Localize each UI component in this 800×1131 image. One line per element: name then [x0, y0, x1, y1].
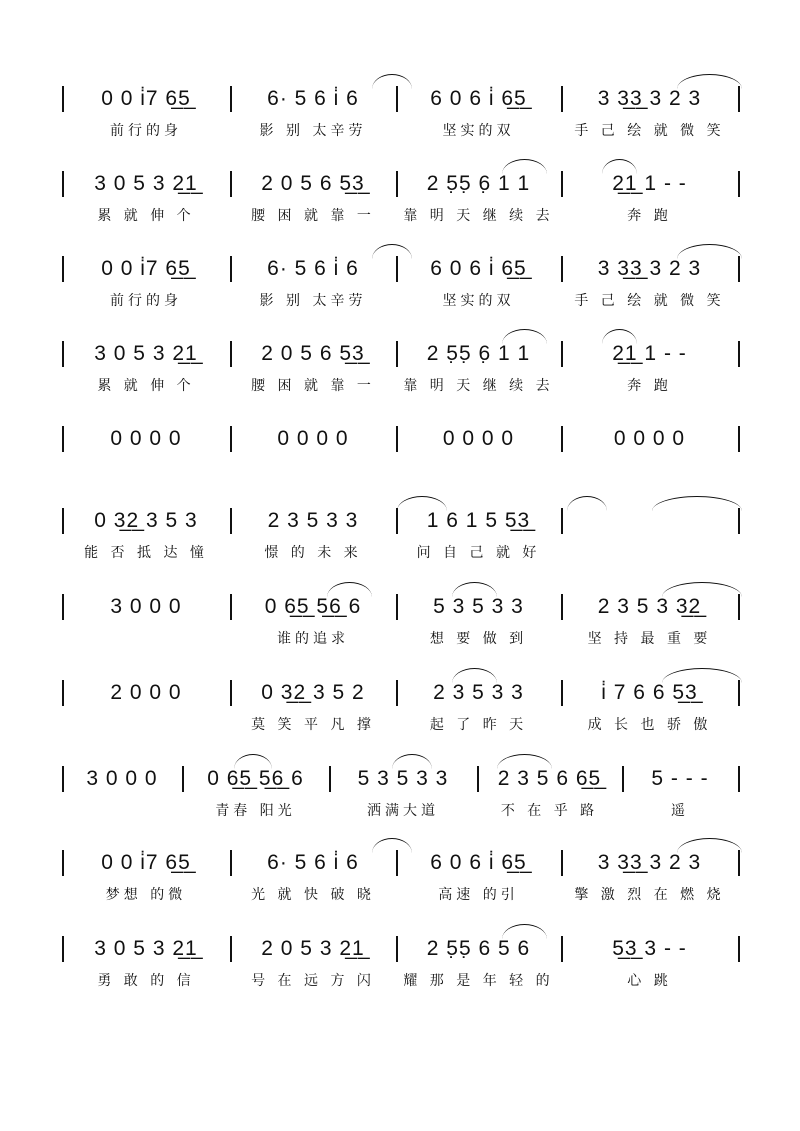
measure-lyrics	[402, 460, 555, 480]
slur-mark	[452, 668, 497, 683]
measure-lyrics: 靠 明 天 继 续 去	[403, 208, 554, 224]
measure-notes: 6 0 6 i̇ 6̲5̲	[430, 87, 527, 110]
barline	[738, 256, 740, 282]
measure-notes: 2 0 5 3 2̲1̲	[261, 937, 365, 960]
measure-lyrics: 号 在 远 方 闪	[251, 973, 375, 989]
barline	[561, 936, 563, 962]
slur-mark	[372, 244, 412, 259]
barline	[561, 171, 563, 197]
score-row	[62, 323, 742, 393]
measure-notes: 0 0 0 0	[613, 427, 686, 450]
measure-lyrics: 擎 激 烈 在 燃 烧	[574, 887, 725, 903]
score-row	[62, 68, 742, 138]
slur-mark	[327, 582, 372, 597]
measure-notes: 2 5̣5̣ 6̣ 1 1	[426, 172, 531, 195]
measure-notes: 2̲1̲ 1 - -	[612, 172, 687, 195]
measure-lyrics: 前行的身	[110, 123, 182, 139]
barline	[329, 766, 331, 792]
measure-lyrics: 坚实的双	[442, 123, 515, 139]
measure-notes: 3 0 0 0	[86, 767, 158, 790]
slur-mark	[392, 754, 432, 769]
slur-mark	[502, 329, 547, 344]
measure-lyrics: 奔 跑	[627, 378, 672, 394]
measure-notes: 0 0 i̇7 6̲5̲	[101, 257, 191, 280]
barline	[738, 594, 740, 620]
measure-lyrics: 光 就 快 破 晓	[251, 887, 375, 903]
slur-mark	[567, 496, 607, 511]
barline	[396, 508, 398, 534]
measure-notes: 3 3̲3̲ 3 2 3	[597, 851, 702, 874]
measure-lyrics: 问 自 己 就 好	[416, 545, 541, 561]
measure-notes: 0 6̲5̲ 5̲6̲ 6	[264, 595, 362, 618]
measure-lyrics: 谁的追求	[277, 631, 349, 647]
score-row	[62, 490, 742, 560]
measure-notes: 2 5̣5̣ 6 5 6	[426, 937, 531, 960]
measure-lyrics: 靠 明 天 继 续 去	[403, 378, 554, 394]
measure-lyrics: 累 就 伸 个	[97, 378, 195, 394]
measure-lyrics	[68, 800, 176, 820]
barline	[230, 426, 232, 452]
slur-mark	[652, 496, 742, 511]
measure-lyrics: 洒满大道	[367, 803, 439, 819]
barline	[230, 594, 232, 620]
measure-notes: 6 0 6 i̇ 6̲5̲	[430, 851, 527, 874]
measure-notes: 6· 5 6 i̇ 6	[267, 851, 359, 874]
measure-lyrics: 坚 持 最 重 要	[587, 631, 712, 647]
measure-lyrics	[68, 460, 224, 480]
measure-lyrics: 高速 的引	[438, 887, 519, 903]
measure-lyrics: 腰 困 就 靠 一	[251, 208, 375, 224]
measure-lyrics	[567, 460, 732, 480]
barline	[561, 850, 563, 876]
barline	[396, 86, 398, 112]
measure-notes: 3 0 5 3 2̲1̲	[94, 342, 198, 365]
barline	[230, 86, 232, 112]
score-row	[62, 748, 742, 818]
measure-lyrics: 坚实的双	[442, 293, 515, 309]
barline	[230, 171, 232, 197]
barline	[62, 86, 64, 112]
slur-mark	[372, 838, 412, 853]
score-row	[62, 832, 742, 902]
measure-notes: 0 6̲5̲ 5̲6̲ 6	[207, 767, 304, 790]
measure-lyrics: 能 否 抵 达 憧	[84, 545, 208, 561]
slur-mark	[677, 74, 742, 89]
barline	[62, 680, 64, 706]
measure-notes: 3 0 5 3 2̲1̲	[94, 937, 198, 960]
barline	[561, 341, 563, 367]
barline	[561, 256, 563, 282]
measure-lyrics: 影 别 太辛劳	[259, 123, 367, 139]
measure-lyrics: 遥	[671, 803, 689, 819]
measure-lyrics: 前行的身	[110, 293, 182, 309]
slur-mark	[662, 668, 742, 683]
barline	[230, 341, 232, 367]
barline	[62, 171, 64, 197]
slur-mark	[502, 159, 547, 174]
score-row	[62, 662, 742, 732]
barline	[396, 256, 398, 282]
barline	[62, 341, 64, 367]
measure-notes: 5 3 5 3 3	[433, 595, 524, 618]
slur-mark	[677, 838, 742, 853]
measure-lyrics: 憬 的 未 来	[264, 545, 362, 561]
measure-notes: 0 0 0 0	[110, 427, 182, 450]
barline	[477, 766, 479, 792]
barline	[738, 86, 740, 112]
barline	[561, 508, 563, 534]
barline	[396, 341, 398, 367]
score-row	[62, 408, 742, 478]
barline	[62, 594, 64, 620]
barline	[738, 341, 740, 367]
measure-lyrics: 不 在 乎 路	[500, 803, 599, 819]
barline	[396, 936, 398, 962]
measure-notes: 0 3̲2̲ 3 5 3	[94, 509, 198, 532]
measure-lyrics: 成 长 也 骄 傲	[587, 717, 712, 733]
measure-notes: 6 0 6 i̇ 6̲5̲	[430, 257, 527, 280]
barline	[622, 766, 624, 792]
measure-notes: 2 3 5 3 3	[433, 681, 524, 704]
barline	[230, 936, 232, 962]
measure-lyrics: 起 了 昨 天	[429, 717, 528, 733]
barline	[62, 936, 64, 962]
measure-notes: 1 6 1 5 5̲3̲	[426, 509, 531, 532]
barline	[230, 680, 232, 706]
barline	[62, 426, 64, 452]
barline	[62, 256, 64, 282]
measure-notes: 2 0 5 6 5̲3̲	[261, 172, 365, 195]
measure-lyrics: 梦想 的微	[105, 887, 187, 903]
barline	[396, 426, 398, 452]
slur-mark	[662, 582, 742, 597]
barline	[738, 508, 740, 534]
score-row	[62, 576, 742, 646]
barline	[396, 680, 398, 706]
slur-mark	[397, 496, 447, 511]
measure-notes: 6· 5 6 i̇ 6	[267, 257, 359, 280]
measure-notes: 2 3 5 6 6̲5̲	[497, 767, 602, 790]
measure-lyrics	[68, 628, 224, 648]
measure-lyrics	[567, 542, 732, 562]
slur-mark	[497, 754, 552, 769]
measure-lyrics	[236, 460, 390, 480]
measure-notes: 2 3 5 3 3	[267, 509, 359, 532]
measure-lyrics: 心 跳	[627, 973, 672, 989]
measure-notes: 0 0 0 0	[277, 427, 349, 450]
measure-notes: 2 0 5 6 5̲3̲	[261, 342, 365, 365]
barline	[230, 256, 232, 282]
score-row	[62, 918, 742, 988]
barline	[738, 171, 740, 197]
barline	[396, 171, 398, 197]
measure-notes: 3 0 5 3 2̲1̲	[94, 172, 198, 195]
slur-mark	[372, 74, 412, 89]
barline	[561, 426, 563, 452]
barline	[396, 594, 398, 620]
barline	[396, 850, 398, 876]
measure-notes: 2̲1̲ 1 - -	[612, 342, 687, 365]
measure-notes: 3 0 0 0	[110, 595, 182, 618]
barline	[561, 594, 563, 620]
measure-lyrics: 想 要 做 到	[429, 631, 528, 647]
measure-notes: 5 3 5 3 3	[357, 767, 449, 790]
measure-notes: 0 0 i̇7 6̲5̲	[101, 87, 191, 110]
barline	[230, 508, 232, 534]
measure-lyrics: 奔 跑	[627, 208, 672, 224]
measure-notes: 2 3 5 3 3̲2̲	[597, 595, 702, 618]
score-row	[62, 238, 742, 308]
measure-notes: i̇ 7 6 6 5̲3̲	[601, 681, 698, 704]
measure-notes: 0 3̲2̲ 3 5 2	[261, 681, 365, 704]
measure-lyrics: 累 就 伸 个	[97, 208, 195, 224]
barline	[561, 680, 563, 706]
measure-lyrics	[68, 714, 224, 734]
barline	[62, 508, 64, 534]
slur-mark	[602, 159, 637, 174]
barline	[230, 850, 232, 876]
barline	[62, 766, 64, 792]
slur-mark	[602, 329, 637, 344]
slur-mark	[677, 244, 742, 259]
measure-notes: 5̲3̲ 3 - -	[612, 937, 687, 960]
measure-notes: 5 - - -	[651, 767, 709, 790]
score-row	[62, 153, 742, 223]
barline	[738, 766, 740, 792]
measure-notes: 3 3̲3̲ 3 2 3	[597, 87, 702, 110]
measure-lyrics: 青春 阳光	[215, 803, 296, 819]
barline	[561, 86, 563, 112]
barline	[738, 936, 740, 962]
measure-lyrics: 腰 困 就 靠 一	[251, 378, 375, 394]
measure-lyrics: 莫 笑 平 凡 撑	[251, 717, 375, 733]
barline	[738, 850, 740, 876]
measure-notes: 3 3̲3̲ 3 2 3	[597, 257, 702, 280]
slur-mark	[234, 754, 272, 769]
measure-lyrics: 手 己 绘 就 微 笑	[574, 293, 725, 309]
measure-lyrics: 影 别 太辛劳	[259, 293, 367, 309]
barline	[738, 426, 740, 452]
measure-notes: 0 0 i̇7 6̲5̲	[101, 851, 191, 874]
measure-lyrics: 手 己 绘 就 微 笑	[574, 123, 725, 139]
measure-notes: 0 0 0 0	[442, 427, 515, 450]
barline	[738, 680, 740, 706]
slur-mark	[502, 924, 547, 939]
measure-notes: 2 5̣5̣ 6̣ 1 1	[426, 342, 531, 365]
measure-lyrics: 勇 敢 的 信	[97, 973, 195, 989]
measure-notes: 2 0 0 0	[110, 681, 182, 704]
measure-notes: 6· 5 6 i̇ 6	[267, 87, 359, 110]
barline	[182, 766, 184, 792]
barline	[62, 850, 64, 876]
measure-lyrics: 耀 那 是 年 轻 的	[403, 973, 554, 989]
slur-mark	[452, 582, 497, 597]
